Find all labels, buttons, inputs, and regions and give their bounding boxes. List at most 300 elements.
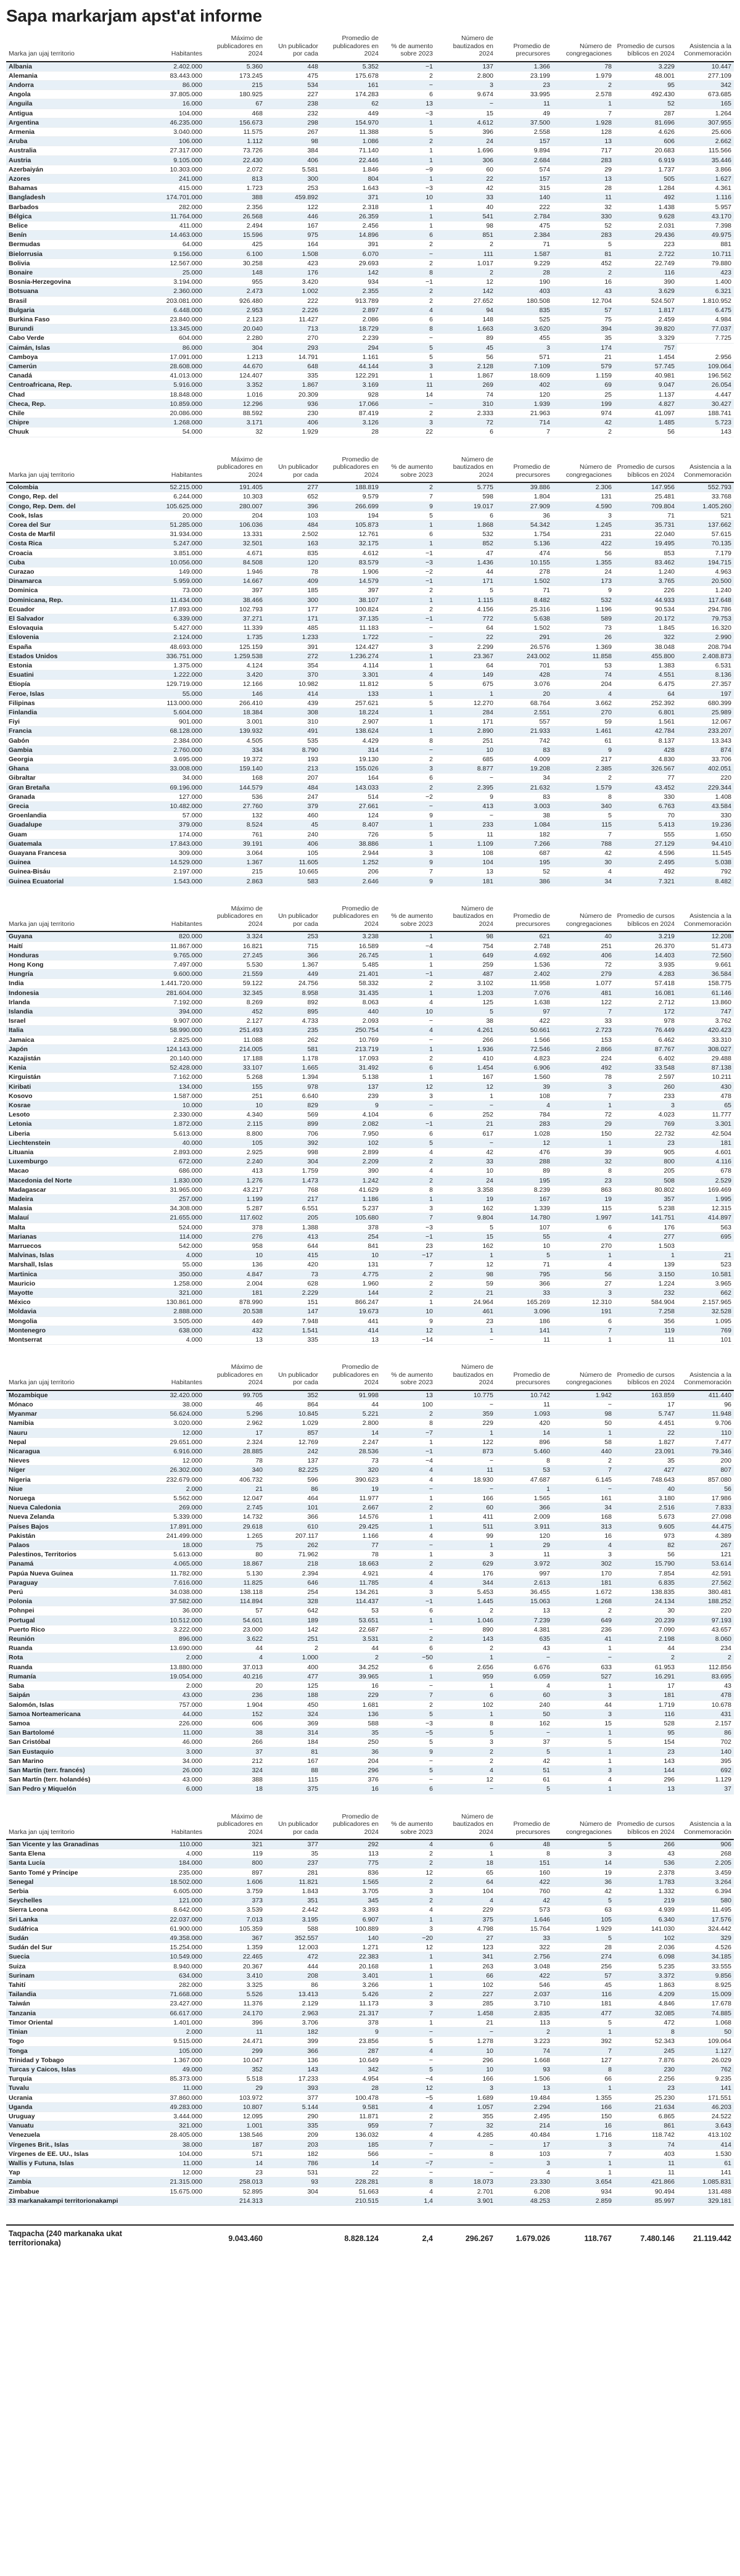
table-cell: 11.825 (205, 1578, 265, 1587)
table-cell: 138.624 (321, 727, 381, 736)
table-cell: 2.157 (677, 1719, 734, 1728)
table-cell: 3 (381, 1091, 435, 1100)
territory-name: Guinea (6, 858, 147, 867)
column-header: % de aumento sobre 2023 (381, 1363, 435, 1390)
table-cell: 51.285.000 (147, 520, 205, 529)
table-cell: 1.817 (614, 305, 677, 315)
table-cell: 269.000 (147, 1503, 205, 1513)
table-cell: 74 (614, 2140, 677, 2149)
table-cell: 38.886 (321, 839, 381, 848)
territory-name: Marruecos (6, 1242, 147, 1251)
territory-name: Tinian (6, 2028, 147, 2037)
table-cell: 5.287 (205, 1204, 265, 1213)
table-cell: 1.942 (553, 1390, 614, 1400)
table-cell: 16 (321, 1682, 381, 1691)
table-cell: 525 (496, 315, 553, 324)
table-cell: 5.581 (265, 165, 321, 174)
column-header: Marka jan ujaj territorio (6, 35, 147, 62)
table-cell: 2 (435, 1644, 496, 1653)
column-header: Número de congregaciones (553, 456, 614, 483)
total-value: 1.679.026 (516, 2234, 550, 2243)
table-cell: 15.675.000 (147, 2187, 205, 2196)
table-cell: 30.427 (677, 399, 734, 408)
table-cell: 51.663 (321, 2187, 381, 2196)
table-cell: 9 (381, 502, 435, 511)
table-cell: 33.555 (677, 1962, 734, 1971)
table-cell: 5.238 (614, 1204, 677, 1213)
table-cell: 38.000 (147, 2140, 205, 2149)
table-cell: 153 (553, 1035, 614, 1044)
table-cell: 204 (205, 511, 265, 520)
territory-name: Fiyi (6, 717, 147, 727)
territory-name: Guam (6, 830, 147, 839)
table-cell: 66.617.000 (147, 2008, 205, 2018)
table-cell: 1 (553, 1756, 614, 1765)
territory-name: Kazajistán (6, 1054, 147, 1063)
territory-name: Salomón, Islas (6, 1700, 147, 1709)
table-cell: 22.465 (205, 1952, 265, 1962)
table-cell: 37 (496, 1738, 553, 1747)
table-cell: 11.871 (321, 2112, 381, 2121)
table-cell: 1 (381, 960, 435, 969)
table-cell: 492 (553, 1063, 614, 1073)
table-cell: 2 (381, 1054, 435, 1063)
table-cell: − (435, 1101, 496, 1110)
table-cell: 40 (614, 1484, 677, 1493)
table-cell: 49.000 (147, 2065, 205, 2074)
table-cell: 166 (435, 2074, 496, 2084)
table-cell: 235 (265, 1026, 321, 1035)
table-cell: 1.503 (614, 1242, 677, 1251)
table-cell: 6 (553, 1223, 614, 1232)
territory-name: Togo (6, 2037, 147, 2046)
table-cell: 2 (435, 1756, 496, 1765)
table-cell: 10 (205, 1251, 265, 1260)
table-cell: − (381, 1017, 435, 1026)
table-cell: 2.129 (265, 1999, 321, 2008)
table-cell: 813 (205, 174, 265, 183)
table-cell: 22.037.000 (147, 1915, 205, 1924)
table-cell: −3 (381, 558, 435, 567)
table-cell: 2 (381, 1990, 435, 1999)
table-cell: 1.561 (614, 717, 677, 727)
territory-name: Malta (6, 1223, 147, 1232)
table-cell: 17.576 (677, 1915, 734, 1924)
table-row (6, 858, 734, 867)
table-cell: 105.625.000 (147, 502, 205, 511)
table-cell: 23.856 (321, 2037, 381, 2046)
table-cell: 47 (435, 548, 496, 558)
table-row (6, 305, 734, 315)
table-cell: 3.851.000 (147, 548, 205, 558)
table-cell: 1.997 (553, 1213, 614, 1223)
table-cell: 44.933 (614, 595, 677, 605)
table-cell: 13 (381, 99, 435, 109)
table-cell: 1.057 (435, 2102, 496, 2112)
table-cell: 4.381 (496, 1625, 553, 1634)
table-cell: 1 (553, 1785, 614, 1794)
table-cell: 17.891.000 (147, 1522, 205, 1531)
table-cell: 296 (614, 1775, 677, 1785)
table-cell: −14 (381, 1335, 435, 1345)
table-cell: 97.193 (677, 1616, 734, 1625)
table-cell: − (381, 2055, 435, 2065)
table-cell: 176 (265, 268, 321, 277)
table-cell: 194 (321, 511, 381, 520)
table-cell: 695 (677, 1232, 734, 1241)
table-cell: 5.526 (205, 1990, 265, 1999)
table-cell: 2.495 (496, 2112, 553, 2121)
table-cell: 366 (265, 2046, 321, 2055)
table-cell: 12 (435, 1082, 496, 1091)
table-cell: 2.240 (205, 1157, 265, 1166)
table-cell: 3.505.000 (147, 1316, 205, 1326)
table-cell: 11.782.000 (147, 1569, 205, 1578)
table-cell: 28.608.000 (147, 362, 205, 371)
table-cell: 335 (265, 371, 321, 381)
table-cell: 7.854 (614, 1569, 677, 1578)
table-cell: 2.128 (435, 362, 496, 371)
table-cell: 26.568 (205, 212, 265, 221)
table-cell: 85.373.000 (147, 2074, 205, 2084)
table-row (6, 2112, 734, 2121)
table-cell: 9 (381, 858, 435, 867)
table-cell: 43 (677, 1682, 734, 1691)
table-cell: 25.230 (614, 2093, 677, 2102)
table-row (6, 997, 734, 1007)
table-cell: 2 (553, 1456, 614, 1466)
table-cell: 5.460 (496, 1447, 553, 1456)
table-cell: 214 (496, 2121, 553, 2131)
table-cell: 528 (614, 1719, 677, 1728)
table-cell: 49.358.000 (147, 1934, 205, 1943)
table-cell: 7.239 (496, 1616, 553, 1625)
table-cell: 1.196 (553, 605, 614, 614)
table-cell: 2 (381, 1157, 435, 1166)
table-cell: 12 (435, 1260, 496, 1269)
table-cell: 3.180 (614, 1494, 677, 1503)
table-cell: 552.793 (677, 482, 734, 492)
table-cell: 117.602 (205, 1213, 265, 1223)
table-cell: 422 (496, 1971, 553, 1980)
table-cell: 633 (553, 1662, 614, 1672)
table-cell: 606 (205, 1719, 265, 1728)
table-cell: 2.897 (321, 305, 381, 315)
territory-name: Samoa (6, 1719, 147, 1728)
table-cell: 5.221 (321, 1410, 381, 1419)
table-cell: 369 (265, 1719, 321, 1728)
table-cell: 1.366 (496, 62, 553, 72)
table-row (6, 1513, 734, 1522)
table-cell: 14 (205, 2158, 265, 2168)
territory-name: Cook, Islas (6, 511, 147, 520)
table-cell: 1.939 (496, 399, 553, 408)
table-cell: 78 (553, 62, 614, 72)
table-cell: 4 (496, 1101, 553, 1110)
table-cell: − (496, 1653, 553, 1662)
table-cell: 324 (265, 1709, 321, 1719)
table-cell: 1.109 (435, 839, 496, 848)
table-cell: 15.764 (496, 1924, 553, 1933)
table-cell: 423 (677, 268, 734, 277)
table-cell: 28 (496, 268, 553, 277)
table-cell: 300 (265, 595, 321, 605)
table-cell: 86 (677, 1728, 734, 1738)
table-cell: 841 (321, 1242, 381, 1251)
table-cell: 388 (205, 1775, 265, 1785)
table-cell: 10 (381, 1307, 435, 1316)
table-cell: 1.565 (496, 1494, 553, 1503)
table-cell: 4.847 (205, 1269, 265, 1279)
table-cell: 131 (321, 1260, 381, 1269)
table-cell: 3 (381, 1588, 435, 1597)
table-cell: 757 (614, 343, 677, 352)
table-cell: 162 (496, 1719, 553, 1728)
table-row (6, 221, 734, 230)
table-cell: 34 (553, 877, 614, 886)
table-cell: 321 (205, 1839, 265, 1849)
table-cell: 4.692 (496, 951, 553, 960)
table-cell: 2 (381, 1849, 435, 1859)
territory-name: Guatemala (6, 839, 147, 848)
table-cell: 44 (205, 1644, 265, 1653)
table-cell: 304 (205, 343, 265, 352)
territory-name: Suecia (6, 1952, 147, 1962)
table-cell: 131.488 (677, 2187, 734, 2196)
table-cell: 12 (381, 1082, 435, 1091)
table-cell: 1 (553, 1138, 614, 1147)
table-cell: 1.339 (496, 1204, 553, 1213)
table-cell: 11.958 (496, 979, 553, 988)
table-cell: 1.271 (321, 1943, 381, 1952)
table-cell: 1.068 (677, 2018, 734, 2027)
table-cell: − (435, 811, 496, 820)
table-header-row (6, 456, 734, 483)
table-cell: 251 (553, 941, 614, 951)
table-cell: 3.229 (614, 62, 677, 72)
table-cell: 37.500 (496, 118, 553, 127)
table-cell: 4 (381, 997, 435, 1007)
table-cell: 8.790 (265, 745, 321, 754)
table-cell: 21.559 (205, 970, 265, 979)
table-cell: 475 (265, 71, 321, 80)
table-cell: 57 (553, 1971, 614, 1980)
table-cell: 642 (265, 1606, 321, 1616)
table-row (6, 2121, 734, 2131)
table-cell: 52.215.000 (147, 482, 205, 492)
table-cell: 43 (553, 287, 614, 296)
table-cell: 150 (553, 2112, 614, 2121)
territory-name: Colombia (6, 482, 147, 492)
table-cell: 288 (496, 1157, 553, 1166)
table-cell: 26.745 (321, 951, 381, 960)
table-cell: 5.339.000 (147, 1513, 205, 1522)
territory-name: Armenia (6, 127, 147, 136)
table-cell: 1.252 (321, 858, 381, 867)
table-cell: 1.904 (205, 1700, 265, 1709)
table-cell: 1.332 (614, 1887, 677, 1896)
table-cell: 896.000 (147, 1635, 205, 1644)
table-cell: 61.900.000 (147, 1924, 205, 1933)
table-cell: 18 (435, 1859, 496, 1868)
territory-name: Nieves (6, 1456, 147, 1466)
territory-name: Finlandia (6, 708, 147, 717)
table-cell: 39.191 (205, 839, 265, 848)
table-row (6, 745, 734, 754)
table-cell: 1 (381, 1962, 435, 1971)
table-row (6, 567, 734, 576)
table-cell: 1.759 (265, 1166, 321, 1176)
table-cell: 16.000 (147, 99, 205, 109)
table-cell: 2 (496, 2028, 553, 2037)
table-cell: 124.427 (321, 642, 381, 651)
table-cell: 12.047 (205, 1494, 265, 1503)
table-cell: 378 (205, 1223, 265, 1232)
territory-name: Turcas y Caicos, Islas (6, 2065, 147, 2074)
table-cell: 1 (553, 1728, 614, 1738)
table-cell: 268 (677, 1849, 734, 1859)
table-cell: 222 (496, 202, 553, 212)
table-cell: 873 (435, 1447, 496, 1456)
territory-name: Zambia (6, 2178, 147, 2187)
table-cell: 208.794 (677, 642, 734, 651)
table-row (6, 1785, 734, 1794)
table-cell: 459.892 (265, 193, 321, 202)
table-cell: 29.651.000 (147, 1437, 205, 1447)
table-cell: 8.925 (677, 1981, 734, 1990)
table-row (6, 80, 734, 89)
table-cell: 12.000 (147, 2168, 205, 2178)
table-cell: 2.459 (614, 315, 677, 324)
territory-name: Mozambique (6, 1390, 147, 1400)
table-row (6, 1437, 734, 1447)
table-cell: 5.562.000 (147, 1494, 205, 1503)
table-cell: 786 (265, 2158, 321, 2168)
territory-name: Brasil (6, 296, 147, 305)
territory-name: Aruba (6, 137, 147, 146)
table-cell: 1 (381, 1195, 435, 1204)
table-cell: 7 (553, 2046, 614, 2055)
table-cell: 7.192.000 (147, 997, 205, 1007)
table-cell: 335 (265, 1335, 321, 1345)
table-cell: 74 (435, 390, 496, 399)
table-cell: 1.867 (265, 381, 321, 390)
table-cell: 68.764 (496, 698, 553, 708)
table-cell: 90.494 (614, 2187, 677, 2196)
table-cell: 2.656 (435, 1662, 496, 1672)
table-cell: 3.705 (321, 1887, 381, 1896)
table-cell: 1.606 (205, 1877, 265, 1886)
table-cell: 5.130 (205, 1569, 265, 1578)
table-cell: 88 (265, 1765, 321, 1775)
table-cell: 43.584 (677, 802, 734, 811)
territory-name: Seychelles (6, 1896, 147, 1905)
table-cell: 14.780 (496, 1213, 553, 1223)
table-cell: 17 (614, 1400, 677, 1410)
table-cell: 5.427.000 (147, 624, 205, 633)
table-cell: 98 (553, 1410, 614, 1419)
table-cell: 4 (553, 1260, 614, 1269)
table-row (6, 839, 734, 848)
table-row (6, 1887, 734, 1896)
table-cell: 713 (265, 324, 321, 334)
table-cell: 106.036 (205, 520, 265, 529)
table-cell: 15.596 (205, 231, 265, 240)
total-value: 296.267 (465, 2234, 493, 2243)
table-cell: 2.384.000 (147, 736, 205, 745)
table-cell: 6 (435, 1691, 496, 1700)
table-cell: 44 (435, 567, 496, 576)
table-cell: 44 (614, 1644, 677, 1653)
territory-name: Pohnpei (6, 1606, 147, 1616)
table-cell: 116 (553, 1990, 614, 1999)
table-cell: 34.000 (147, 1756, 205, 1765)
table-cell: 205 (265, 1213, 321, 1223)
table-cell: 19 (553, 1195, 614, 1204)
table-cell: 16.821 (205, 941, 265, 951)
table-cell: 1 (381, 1522, 435, 1531)
table-row (6, 1157, 734, 1166)
table-cell: 72 (435, 418, 496, 427)
table-cell: 22 (614, 1428, 677, 1437)
territory-name: Francia (6, 727, 147, 736)
table-cell: 16.320 (677, 624, 734, 633)
table-cell: 652 (265, 492, 321, 502)
table-cell: 852 (435, 539, 496, 548)
territory-name: Surinam (6, 1971, 147, 1980)
table-cell: 4.626 (614, 127, 677, 136)
table-cell: 10 (435, 2065, 496, 2074)
table-cell: 487 (435, 970, 496, 979)
table-cell: 370 (265, 671, 321, 680)
table-cell: 702 (677, 1738, 734, 1747)
table-row (6, 2196, 734, 2205)
territory-name: Sudán (6, 1934, 147, 1943)
table-cell: 229.344 (677, 783, 734, 792)
table-cell: 1 (553, 2168, 614, 2178)
table-cell: 857 (265, 1428, 321, 1437)
table-cell: 15.790 (614, 1559, 677, 1569)
table-cell: 7.321 (614, 877, 677, 886)
table-cell: − (435, 1456, 496, 1466)
table-cell: 77 (321, 1541, 381, 1550)
table-cell: 4 (381, 1569, 435, 1578)
table-cell: 7 (553, 109, 614, 118)
table-cell: 706 (265, 1129, 321, 1138)
table-cell: 33 (496, 1289, 553, 1298)
table-cell: 174.000 (147, 830, 205, 839)
table-row (6, 1176, 734, 1185)
table-cell: 36 (553, 1877, 614, 1886)
table-cell: 287 (614, 109, 677, 118)
table-cell: 1.093 (496, 1410, 553, 1419)
table-cell: 43.000 (147, 1775, 205, 1785)
table-cell: 188 (265, 1691, 321, 1700)
table-row (6, 1316, 734, 1326)
table-row (6, 708, 734, 717)
table-cell: 2.072 (205, 165, 265, 174)
territory-name: Malvinas, Islas (6, 1251, 147, 1260)
table-cell: 413 (435, 802, 496, 811)
table-cell: 795 (496, 1269, 553, 1279)
table-cell: 1.461 (553, 727, 614, 736)
table-cell: − (381, 624, 435, 633)
table-cell: 4 (381, 1475, 435, 1484)
table-cell: 53 (496, 1466, 553, 1475)
table-cell: 2.963 (265, 2008, 321, 2018)
table-cell: 792 (677, 867, 734, 877)
table-cell: 56.624.000 (147, 1410, 205, 1419)
